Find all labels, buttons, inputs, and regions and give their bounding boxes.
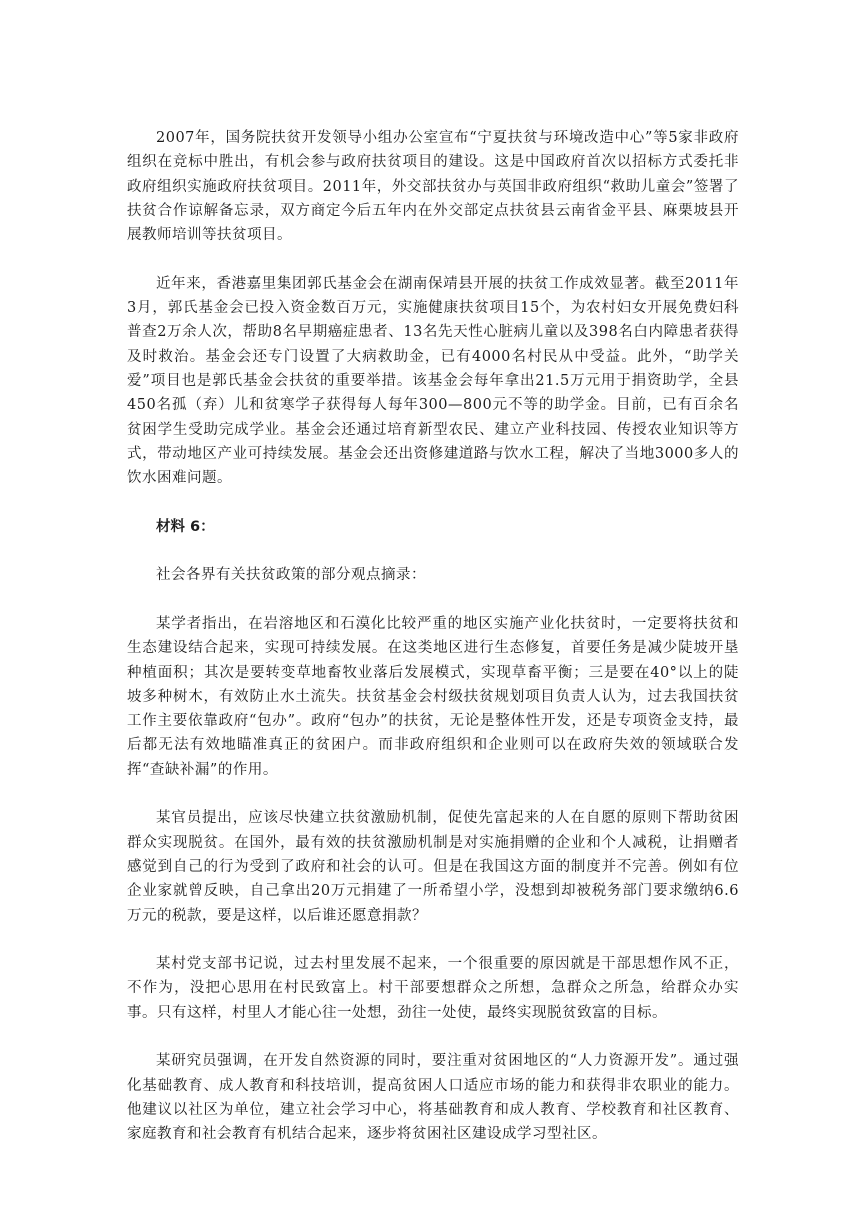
material-heading: 材料 6： <box>156 518 215 535</box>
paragraph-scholar: 某学者指出，在岩溶地区和石漠化比较严重的地区实施产业化扶贫时，一定要将扶贫和生态建设结合起来，实现可持续发展。在这类地区进行生态修复，首要任务是减少陡坡开垦种植面积；其次是要转变草地畜牧业落后发展模式，实现草畜平衡；三是要在40°以上的陡坡多种树木，有效防止水土流失。扶贫基金会村级扶贫规划项目负责人认为，过去我国扶贫工作主要依靠政府“包办”。政府“包办”的扶贫，无论是整体性开发，还是专项资金支持，最后都无法有效地瞄准真正的贫困户。而非政府组织和企业则可以在政府失效的领域联合发挥“查缺补漏”的作用。 <box>127 615 739 778</box>
document-body <box>127 126 739 1171</box>
paragraph-ngo-bidding: 2007年，国务院扶贫开发领导小组办公室宣布“宁夏扶贫与环境改造中心”等5家非政府组织在竞标中胜出，有机会参与政府扶贫项目的建设。这是中国政府首次以招标方式委托非政府组织实施政府扶贫项目。2011年，外交部扶贫办与英国非政府组织“救助儿童会”签署了扶贫合作谅解备忘录，双方商定今后五年内在外交部定点扶贫县云南省金平县、麻栗坡县开展教师培训等扶贫项目。 <box>127 130 739 244</box>
paragraph-official: 某官员提出，应该尽快建立扶贫激励机制，促使先富起来的人在自愿的原则下帮助贫困群众实现脱贫。在国外，最有效的扶贫激励机制是对实施捐赠的企业和个人减税，让捐赠者感觉到自己的行为受到了政府和社会的认可。但是在我国这方面的制度并不完善。例如有位企业家就曾反映，自己拿出20万元捐建了一所希望小学，没想到却被税务部门要求缴纳6.6万元的税款，要是这样，以后谁还愿意捐款？ <box>127 810 739 924</box>
paragraph-kerry-foundation: 近年来，香港嘉里集团郭氏基金会在湖南保靖县开展的扶贫工作成效显著。截至2011年3月，郭氏基金会已投入资金数百万元，实施健康扶贫项目15个，为农村妇女开展免费妇科普查2万余人次，帮助8名早期癌症患者、13名先天性心脏病儿童以及398名白内障患者获得及时救治。基金会还专门设置了大病救助金，已有4000名村民从中受益。此外，“助学关爱”项目也是郭氏基金会扶贫的重要举措。该基金会每年拿出21.5万元用于捐资助学，全县450名孤（弃）儿和贫寒学子获得每人每年300—800元不等的助学金。目前，已有百余名贫困学生受助完成学业。基金会还通过培育新型农民、建立产业科技园、传授农业知识等方式，带动地区产业可持续发展。基金会还出资修建道路与饮水工程，解决了当地3000多人的饮水困难问题。 <box>127 275 739 487</box>
paragraph-researcher: 某研究员强调，在开发自然资源的同时，要注重对贫困地区的“人力资源开发”。通过强化基础教育、成人教育和科技培训，提高贫困人口适应市场的能力和获得非农职业的能力。他建议以社区为单位，建立社会学习中心，将基础教育和成人教育、学校教育和社区教育、家庭教育和社会教育有机结合起来，逐步将贫困社区建设成学习型社区。 <box>127 1053 739 1143</box>
intro-paragraph: 社会各界有关扶贫政策的部分观点摘录： <box>156 567 426 584</box>
paragraph-village-secretary: 某村党支部书记说，过去村里发展不起来，一个很重要的原因就是干部思想作风不正，不作为，没把心思用在村民致富上。村干部要想群众之所想，急群众之所急，给群众办实事。只有这样，村里人才能心往一处想，劲往一处使，最终实现脱贫致富的目标。 <box>127 956 739 1021</box>
